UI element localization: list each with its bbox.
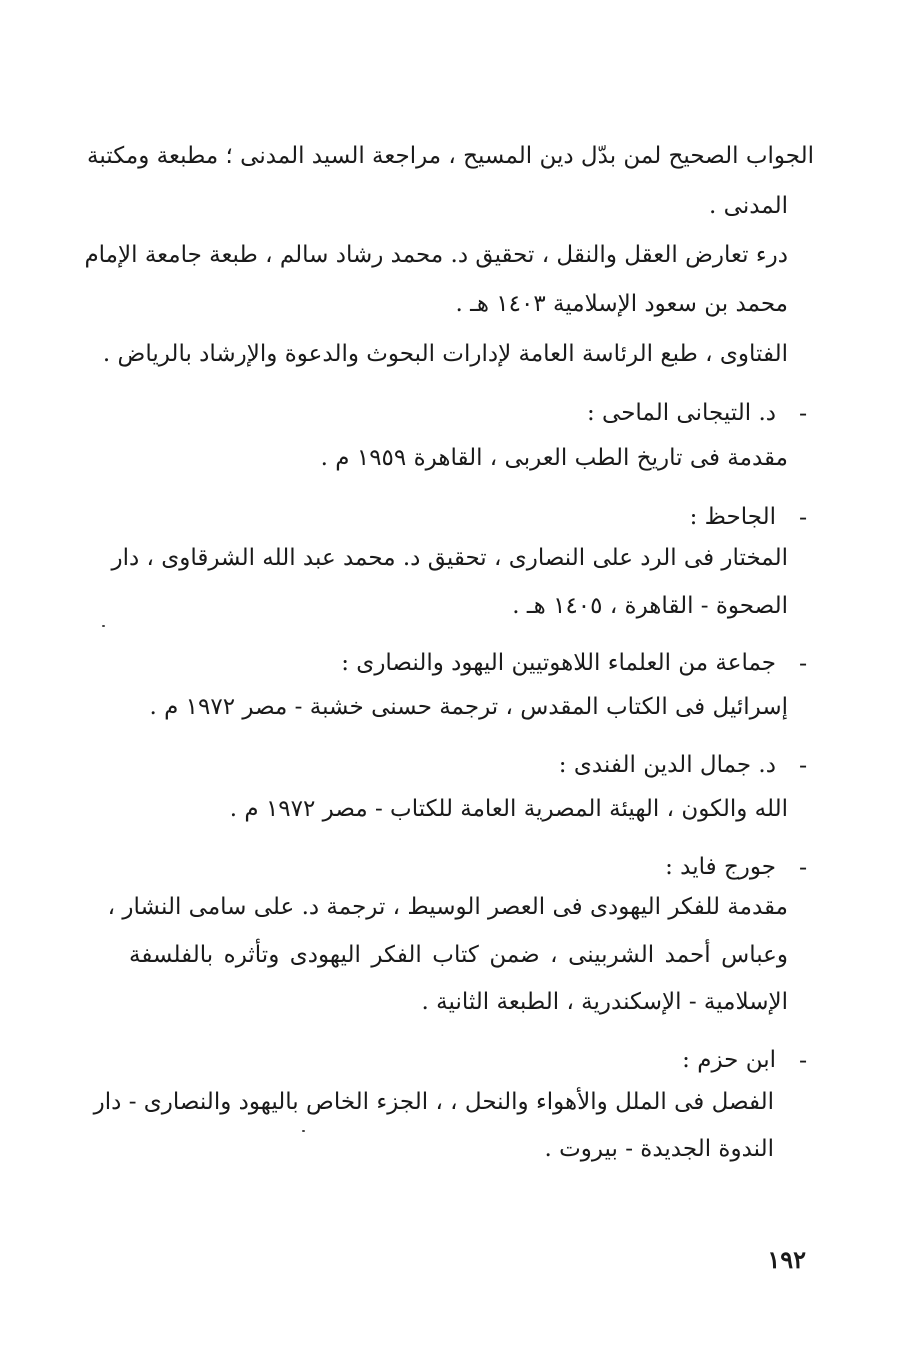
bibliography-line: محمد بن سعود الإسلامية ١٤٠٣ هـ . [455,291,788,317]
page-number: ١٩٢ [767,1245,806,1274]
bibliography-line: وعباس أحمد الشربينى ، ضمن كتاب الفكر اليهودى وتأثره بالفلسفة [129,942,788,968]
author-heading: د. التيجانى الماحى : [586,400,776,426]
author-heading: الجاحظ : [689,504,776,530]
author-heading: ابن حزم : [682,1047,776,1073]
bibliography-line: الفتاوى ، طبع الرئاسة العامة لإدارات البحوث والدعوة والإرشاد بالرياض . [102,341,788,367]
scan-speck [102,625,105,627]
author-heading: جورج فايد : [665,854,776,880]
author-heading: جماعة من العلماء اللاهوتيين اليهود والنصارى : [341,650,776,676]
bibliography-line: الله والكون ، الهيئة المصرية العامة للكتاب - مصر ١٩٧٢ م . [229,796,788,822]
bibliography-line: الإسلامية - الإسكندرية ، الطبعة الثانية . [421,989,788,1015]
entry-dash: - [798,853,808,881]
bibliography-line: إسرائيل فى الكتاب المقدس ، ترجمة حسنى خشبة - مصر ١٩٧٢ م . [149,694,788,720]
scan-speck [302,1130,305,1132]
entry-dash: - [798,399,808,427]
entry-dash: - [798,1046,808,1074]
bibliography-line: الجواب الصحيح لمن بدّل دين المسيح ، مراجعة السيد المدنى ؛ مطبعة ومكتبة [87,143,814,169]
bibliography-line: المدنى . [709,193,788,219]
entry-dash: - [798,649,808,677]
author-heading: د. جمال الدين الفندى : [558,752,776,778]
entry-dash: - [798,751,808,779]
bibliography-line: المختار فى الرد على النصارى ، تحقيق د. محمد عبد الله الشرقاوى ، دار [111,545,788,571]
bibliography-line: الندوة الجديدة - بيروت . [544,1136,774,1162]
bibliography-line: درء تعارض العقل والنقل ، تحقيق د. محمد رشاد سالم ، طبعة جامعة الإمام [84,242,788,268]
bibliography-line: الفصل فى الملل والأهواء والنحل ، ، الجزء الخاص باليهود والنصارى - دار [93,1089,774,1115]
bibliography-line: مقدمة فى تاريخ الطب العربى ، القاهرة ١٩٥٩ م . [320,445,788,471]
bibliography-line: الصحوة - القاهرة ، ١٤٠٥ هـ . [512,593,788,619]
entry-dash: - [798,503,808,531]
bibliography-line: مقدمة للفكر اليهودى فى العصر الوسيط ، ترجمة د. على سامى النشار ، [107,894,788,920]
